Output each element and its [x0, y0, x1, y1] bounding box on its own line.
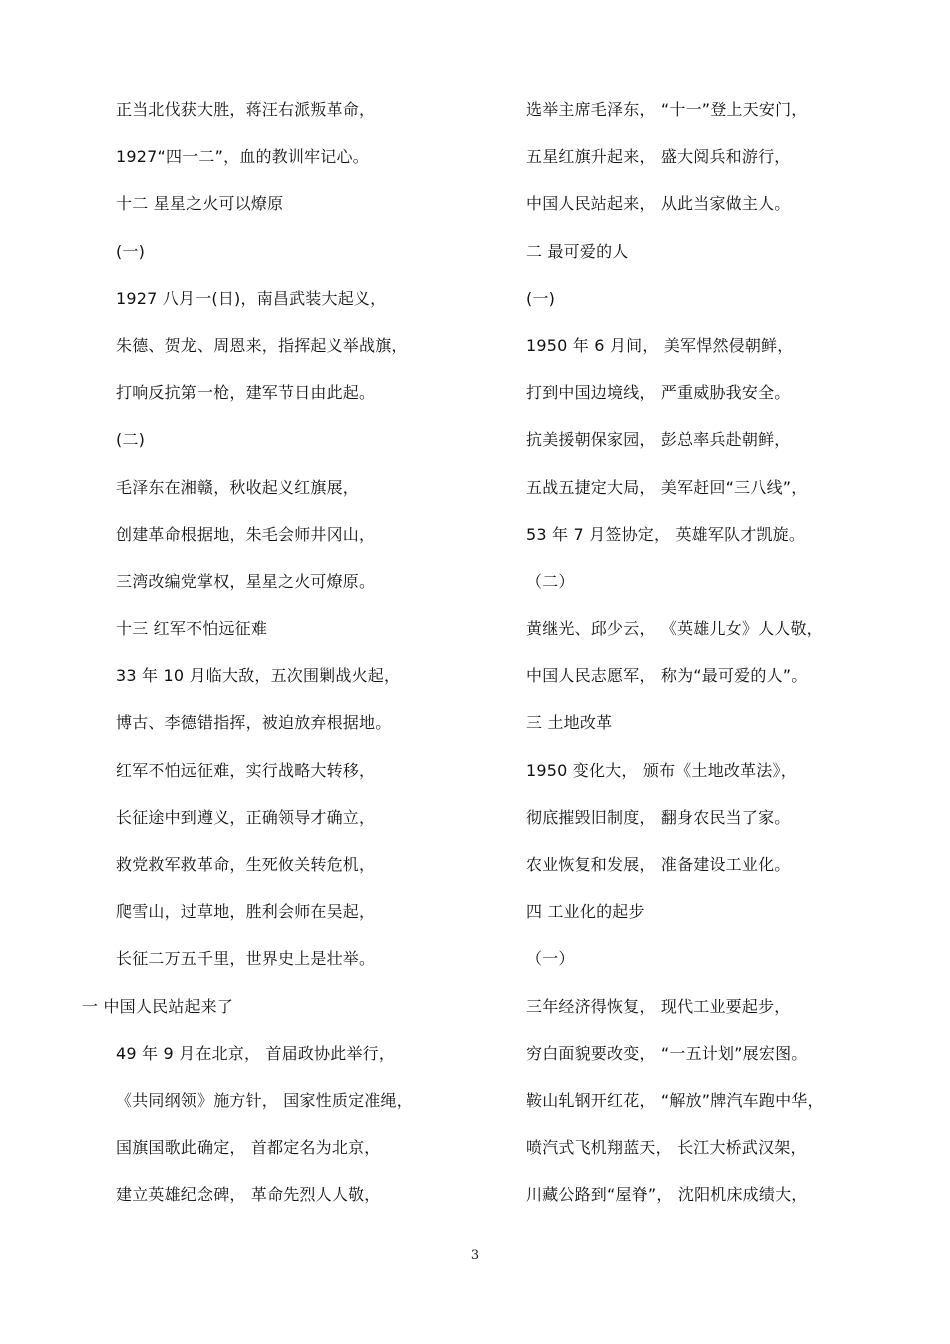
text-line: (二): [116, 430, 146, 450]
text-line: 五星红旗升起来， 盛大阅兵和游行，: [526, 147, 791, 167]
text-line: 建立英雄纪念碑， 革命先烈人人敬，: [116, 1185, 381, 1205]
text-line: 长征途中到遵义，正确领导才确立，: [116, 807, 376, 827]
text-line: 1950 年 6 月间， 美军悍然侵朝鲜，: [526, 335, 794, 355]
text-line: 三湾改编党掌权，星星之火可燎原。: [116, 571, 376, 591]
text-line: 创建革命根据地，朱毛会师井冈山，: [116, 524, 376, 544]
text-line: 正当北伐获大胜，蒋汪右派叛革命，: [116, 100, 376, 119]
text-line: 农业恢复和发展， 准备建设工业化。: [526, 855, 791, 874]
text-line: 1927“四一二”，血的教训牢记心。: [116, 147, 369, 167]
text-line: 鞍山轧钢开红花， “解放”牌汽车跑中华，: [526, 1090, 824, 1110]
text-line: 十二 星星之火可以燎原: [116, 194, 284, 214]
text-line: 四 工业化的起步: [526, 902, 645, 922]
text-line: 二 最可爱的人: [526, 241, 629, 261]
text-line: 川藏公路到“屋脊”， 沈阳机床成绩大，: [526, 1185, 808, 1205]
text-line: 33 年 10 月临大敌，五次围剿战火起，: [116, 666, 401, 686]
text-line: 红军不怕远征难，实行战略大转移，: [116, 760, 376, 780]
text-line: 一 中国人民站起来了: [82, 996, 234, 1016]
text-line: 长征二万五千里，世界史上是壮举。: [116, 949, 376, 969]
text-line: 爬雪山，过草地，胜利会师在吴起，: [116, 902, 376, 922]
text-line: 十三 红军不怕远征难: [116, 619, 268, 639]
text-line: 五战五捷定大局， 美军赶回“三八线”，: [526, 477, 808, 497]
text-line: 三年经济得恢复， 现代工业要起步，: [526, 996, 791, 1016]
text-line: (一): [116, 241, 146, 261]
text-line: 穷白面貌要改变， “一五计划”展宏图。: [526, 1043, 808, 1063]
text-line: 喷汽式飞机翔蓝天， 长江大桥武汉架，: [526, 1138, 807, 1158]
text-line: 《共同纲领》施方针， 国家性质定准绳，: [116, 1090, 413, 1110]
right-column: [526, 88, 936, 1221]
text-line: 打到中国边境线， 严重威胁我安全。: [526, 383, 791, 403]
text-line: 选举主席毛泽东， “十一”登上天安门，: [526, 100, 808, 119]
text-line: 朱德、贺龙、周恩来，指挥起义举战旗，: [116, 335, 408, 355]
text-line: 中国人民志愿军， 称为“最可爱的人”。: [526, 666, 808, 686]
text-line: 毛泽东在湘赣，秋收起义红旗展，: [116, 477, 360, 497]
text-line: 国旗国歌此确定， 首都定名为北京，: [116, 1138, 381, 1158]
text-line: (一): [526, 288, 556, 308]
text-line: 三 土地改革: [526, 713, 613, 733]
left-column: [82, 88, 482, 1221]
text-line: 黄继光、邱少云， 《英雄儿女》人人敬，: [526, 619, 823, 639]
page-number: 3: [470, 1248, 480, 1263]
text-line: 中国人民站起来， 从此当家做主人。: [526, 194, 791, 214]
text-line: 打响反抗第一枪，建军节日由此起。: [116, 383, 376, 403]
text-line: 49 年 9 月在北京， 首届政协此举行，: [116, 1043, 396, 1063]
text-line: 彻底摧毁旧制度， 翻身农民当了家。: [526, 807, 791, 827]
text-line: （二）: [526, 571, 575, 591]
text-line: 救党救军救革命，生死攸关转危机，: [116, 855, 376, 874]
text-line: 53 年 7 月签协定， 英雄军队才凯旋。: [526, 524, 806, 544]
text-line: （一）: [526, 949, 575, 969]
text-line: 博古、李德错指挥，被迫放弃根据地。: [116, 713, 392, 733]
text-line: 抗美援朝保家园， 彭总率兵赴朝鲜，: [526, 430, 791, 450]
text-line: 1927 八月一(日)，南昌武装大起义，: [116, 288, 387, 308]
text-line: 1950 变化大， 颁布《土地改革法》，: [526, 760, 797, 780]
